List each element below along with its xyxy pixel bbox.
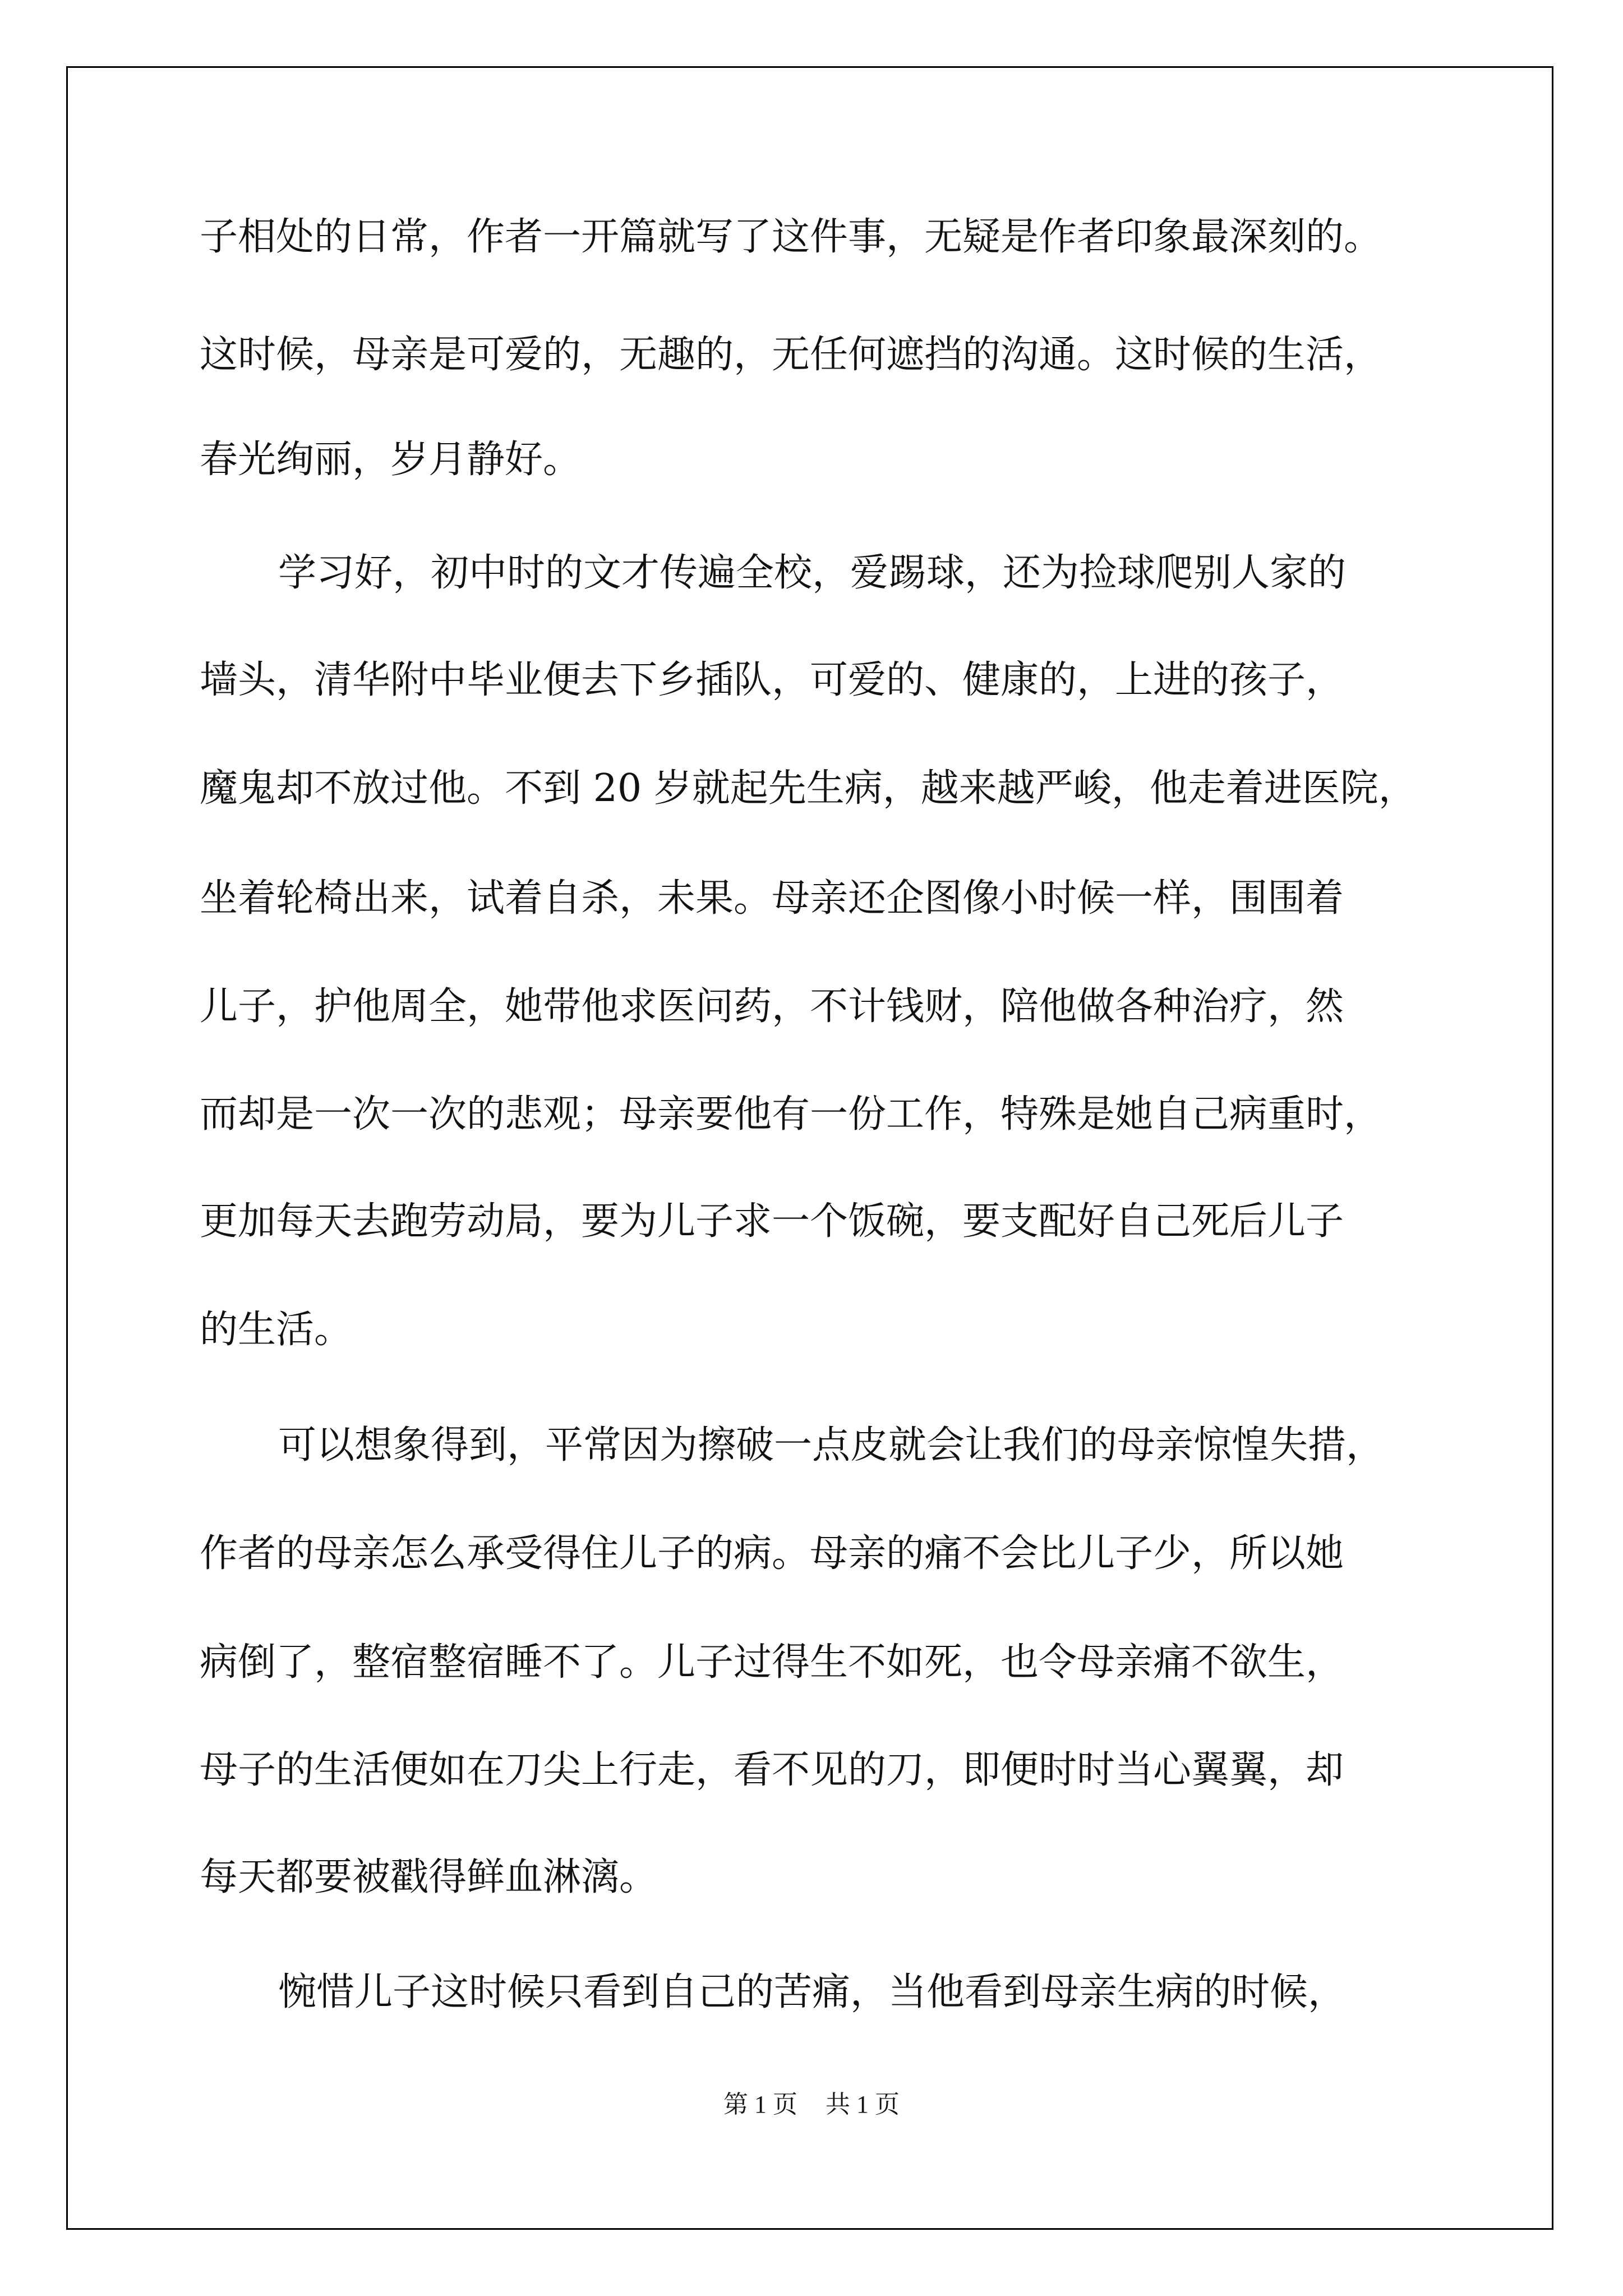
page-footer <box>0 2088 1623 2122</box>
text-line-10: 更加每天去跑劳动局，要为儿子求一个饭碗，要支配好自己死后儿子 <box>200 1199 1344 1244</box>
text-line-16: 每天都要被戳得鲜血淋漓。 <box>200 1855 658 1899</box>
text-line-3: 春光绚丽，岁月静好。 <box>200 438 582 482</box>
text-line-13: 作者的母亲怎么承受得住儿子的病。母亲的痛不会比儿子少，所以她 <box>200 1531 1344 1576</box>
text-line-11: 的生活。 <box>200 1308 353 1352</box>
text-line-5: 墙头，清华附中毕业便去下乡插队，可爱的、健康的，上进的孩子， <box>200 658 1344 702</box>
text-line-14: 病倒了，整宿整宿睡不了。儿子过得生不如死，也令母亲痛不欲生， <box>200 1640 1344 1685</box>
text-line-15: 母子的生活便如在刀尖上行走，看不见的刀，即便时时当心翼翼，却 <box>200 1748 1344 1792</box>
page-number-current: 第 1 页 <box>723 2091 797 2118</box>
text-line-8: 儿子，护他周全，她带他求医问药，不计钱财，陪他做各种治疗，然 <box>200 984 1344 1029</box>
text-line-7: 坐着轮椅出来，试着自杀，未果。母亲还企图像小时候一样，围围着 <box>200 876 1344 921</box>
text-line-4 paragraph-start: 学习好，初中时的文才传遍全校，爱踢球，还为捡球爬别人家的 <box>278 551 1347 595</box>
page-number-total: 共 1 页 <box>826 2091 900 2118</box>
text-line-12 paragraph-start: 可以想象得到，平常因为擦破一点皮就会让我们的母亲惊惶失措， <box>278 1423 1385 1467</box>
text-line-2: 这时候，母亲是可爱的，无趣的，无任何遮挡的沟通。这时候的生活， <box>200 333 1382 377</box>
text-line-17 paragraph-start: 惋惜儿子这时候只看到自己的苦痛，当他看到母亲生病的时候， <box>278 1970 1347 2014</box>
text-line-1: 子相处的日常，作者一开篇就写了这件事，无疑是作者印象最深刻的。 <box>200 215 1382 259</box>
text-line-6: 魔鬼却不放过他。不到 20 岁就起先生病，越来越严峻，他走着进医院， <box>200 766 1417 811</box>
text-line-9: 而却是一次一次的悲观；母亲要他有一份工作，特殊是她自己病重时， <box>200 1092 1382 1137</box>
